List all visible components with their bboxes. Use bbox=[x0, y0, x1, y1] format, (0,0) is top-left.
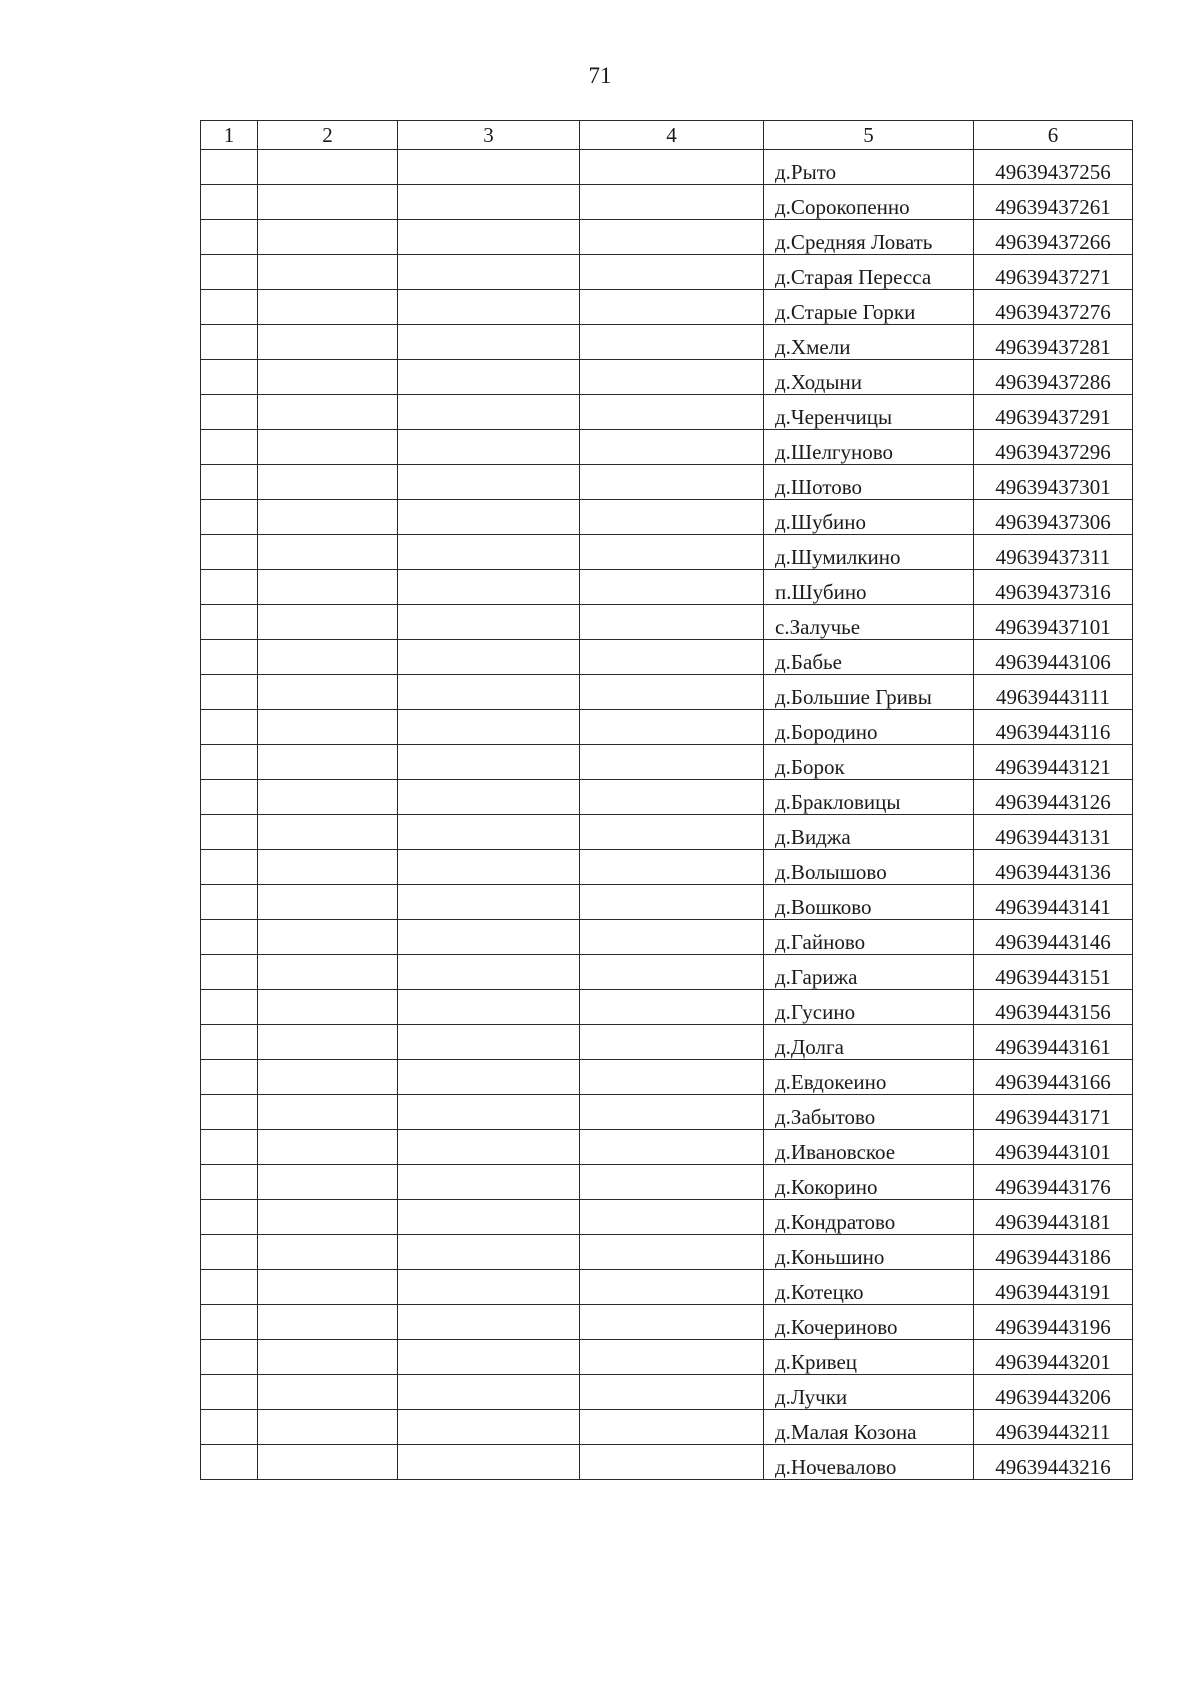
table-row bbox=[201, 1340, 1133, 1375]
empty-cell bbox=[201, 1410, 258, 1445]
empty-cell bbox=[398, 465, 580, 500]
empty-cell bbox=[201, 1025, 258, 1060]
empty-cell bbox=[201, 640, 258, 675]
empty-cell bbox=[201, 1200, 258, 1235]
empty-cell bbox=[258, 885, 398, 920]
settlement-name-cell: д.Кривец bbox=[764, 1340, 974, 1375]
empty-cell bbox=[580, 395, 764, 430]
settlement-name-cell: д.Старая Пересса bbox=[764, 255, 974, 290]
table-row bbox=[201, 570, 1133, 605]
settlement-name-cell: д.Хмели bbox=[764, 325, 974, 360]
table-row bbox=[201, 1305, 1133, 1340]
empty-cell bbox=[258, 675, 398, 710]
empty-cell bbox=[258, 500, 398, 535]
empty-cell bbox=[398, 850, 580, 885]
empty-cell bbox=[258, 255, 398, 290]
page-number: 71 bbox=[588, 63, 612, 88]
table-row bbox=[201, 150, 1133, 185]
empty-cell bbox=[580, 710, 764, 745]
empty-cell bbox=[398, 675, 580, 710]
empty-cell bbox=[580, 535, 764, 570]
empty-cell bbox=[580, 1060, 764, 1095]
empty-cell bbox=[258, 1410, 398, 1445]
oktmo-code-cell: 49639443161 bbox=[974, 1025, 1133, 1060]
empty-cell bbox=[201, 255, 258, 290]
empty-cell bbox=[398, 990, 580, 1025]
empty-cell bbox=[201, 1445, 258, 1480]
empty-cell bbox=[580, 185, 764, 220]
oktmo-code-cell: 49639443201 bbox=[974, 1340, 1133, 1375]
empty-cell bbox=[398, 745, 580, 780]
oktmo-code-cell: 49639437311 bbox=[974, 535, 1133, 570]
empty-cell bbox=[201, 675, 258, 710]
empty-cell bbox=[201, 885, 258, 920]
empty-cell bbox=[258, 815, 398, 850]
oktmo-code-cell: 49639437291 bbox=[974, 395, 1133, 430]
empty-cell bbox=[398, 255, 580, 290]
empty-cell bbox=[398, 1445, 580, 1480]
column-header-1: 1 bbox=[201, 121, 258, 150]
settlement-name-cell: д.Евдокеино bbox=[764, 1060, 974, 1095]
oktmo-code-cell: 49639443136 bbox=[974, 850, 1133, 885]
empty-cell bbox=[580, 745, 764, 780]
oktmo-code-cell: 49639443131 bbox=[974, 815, 1133, 850]
settlement-name-cell: д.Шубино bbox=[764, 500, 974, 535]
settlement-name-cell: д.Ивановское bbox=[764, 1130, 974, 1165]
oktmo-code-cell: 49639443106 bbox=[974, 640, 1133, 675]
table-row bbox=[201, 1445, 1133, 1480]
oktmo-code-cell: 49639437286 bbox=[974, 360, 1133, 395]
settlement-name-cell: д.Бабье bbox=[764, 640, 974, 675]
oktmo-code-cell: 49639437316 bbox=[974, 570, 1133, 605]
empty-cell bbox=[580, 1270, 764, 1305]
table-row bbox=[201, 745, 1133, 780]
empty-cell bbox=[580, 640, 764, 675]
empty-cell bbox=[201, 850, 258, 885]
settlement-name-cell: с.Залучье bbox=[764, 605, 974, 640]
empty-cell bbox=[398, 1025, 580, 1060]
table-row bbox=[201, 290, 1133, 325]
empty-cell bbox=[398, 1235, 580, 1270]
empty-cell bbox=[398, 1130, 580, 1165]
empty-cell bbox=[398, 710, 580, 745]
empty-cell bbox=[201, 1375, 258, 1410]
empty-cell bbox=[580, 1130, 764, 1165]
empty-cell bbox=[201, 570, 258, 605]
settlement-name-cell: д.Средняя Ловать bbox=[764, 220, 974, 255]
empty-cell bbox=[258, 465, 398, 500]
empty-cell bbox=[258, 1060, 398, 1095]
empty-cell bbox=[201, 150, 258, 185]
empty-cell bbox=[201, 1270, 258, 1305]
empty-cell bbox=[258, 920, 398, 955]
empty-cell bbox=[580, 1305, 764, 1340]
empty-cell bbox=[398, 360, 580, 395]
settlement-name-cell: д.Гарижа bbox=[764, 955, 974, 990]
empty-cell bbox=[580, 955, 764, 990]
empty-cell bbox=[580, 675, 764, 710]
header-row bbox=[201, 121, 1133, 150]
settlement-name-cell: д.Малая Козона bbox=[764, 1410, 974, 1445]
empty-cell bbox=[580, 990, 764, 1025]
empty-cell bbox=[580, 920, 764, 955]
empty-cell bbox=[258, 605, 398, 640]
empty-cell bbox=[258, 1445, 398, 1480]
table-row bbox=[201, 780, 1133, 815]
oktmo-code-cell: 49639443116 bbox=[974, 710, 1133, 745]
settlement-name-cell: д.Черенчицы bbox=[764, 395, 974, 430]
oktmo-code-cell: 49639443151 bbox=[974, 955, 1133, 990]
table-row bbox=[201, 885, 1133, 920]
settlement-name-cell: д.Кочериново bbox=[764, 1305, 974, 1340]
oktmo-code-cell: 49639437281 bbox=[974, 325, 1133, 360]
empty-cell bbox=[258, 1200, 398, 1235]
empty-cell bbox=[258, 185, 398, 220]
empty-cell bbox=[580, 1375, 764, 1410]
empty-cell bbox=[258, 325, 398, 360]
table-row bbox=[201, 1235, 1133, 1270]
table-row bbox=[201, 1270, 1133, 1305]
empty-cell bbox=[580, 570, 764, 605]
settlement-name-cell: д.Долга bbox=[764, 1025, 974, 1060]
oktmo-code-cell: 49639443156 bbox=[974, 990, 1133, 1025]
empty-cell bbox=[201, 605, 258, 640]
table-row bbox=[201, 255, 1133, 290]
oktmo-code-cell: 49639443176 bbox=[974, 1165, 1133, 1200]
empty-cell bbox=[398, 780, 580, 815]
table-row bbox=[201, 920, 1133, 955]
oktmo-code-cell: 49639443191 bbox=[974, 1270, 1133, 1305]
column-header-3: 3 bbox=[398, 121, 580, 150]
empty-cell bbox=[580, 1235, 764, 1270]
oktmo-code-cell: 49639443216 bbox=[974, 1445, 1133, 1480]
table-row bbox=[201, 955, 1133, 990]
empty-cell bbox=[258, 290, 398, 325]
empty-cell bbox=[398, 220, 580, 255]
empty-cell bbox=[201, 1165, 258, 1200]
table-row bbox=[201, 1025, 1133, 1060]
settlement-name-cell: д.Борок bbox=[764, 745, 974, 780]
table-row bbox=[201, 325, 1133, 360]
empty-cell bbox=[580, 1340, 764, 1375]
oktmo-code-cell: 49639443121 bbox=[974, 745, 1133, 780]
empty-cell bbox=[580, 220, 764, 255]
empty-cell bbox=[580, 815, 764, 850]
empty-cell bbox=[201, 1060, 258, 1095]
settlement-name-cell: д.Ходыни bbox=[764, 360, 974, 395]
empty-cell bbox=[201, 955, 258, 990]
settlement-name-cell: д.Ночевалово bbox=[764, 1445, 974, 1480]
empty-cell bbox=[580, 290, 764, 325]
empty-cell bbox=[258, 780, 398, 815]
empty-cell bbox=[398, 500, 580, 535]
oktmo-code-cell: 49639443166 bbox=[974, 1060, 1133, 1095]
settlement-name-cell: д.Старые Горки bbox=[764, 290, 974, 325]
empty-cell bbox=[580, 605, 764, 640]
empty-cell bbox=[398, 1375, 580, 1410]
empty-cell bbox=[258, 1340, 398, 1375]
empty-cell bbox=[398, 885, 580, 920]
oktmo-code-cell: 49639443196 bbox=[974, 1305, 1133, 1340]
empty-cell bbox=[258, 1130, 398, 1165]
empty-cell bbox=[258, 745, 398, 780]
empty-cell bbox=[258, 640, 398, 675]
empty-cell bbox=[580, 500, 764, 535]
oktmo-code-cell: 49639437101 bbox=[974, 605, 1133, 640]
table-row bbox=[201, 675, 1133, 710]
settlement-name-cell: д.Шумилкино bbox=[764, 535, 974, 570]
table-row bbox=[201, 1410, 1133, 1445]
empty-cell bbox=[398, 920, 580, 955]
settlement-name-cell: п.Шубино bbox=[764, 570, 974, 605]
empty-cell bbox=[201, 220, 258, 255]
empty-cell bbox=[258, 1235, 398, 1270]
empty-cell bbox=[258, 1165, 398, 1200]
empty-cell bbox=[398, 290, 580, 325]
empty-cell bbox=[258, 150, 398, 185]
empty-cell bbox=[398, 325, 580, 360]
empty-cell bbox=[398, 395, 580, 430]
empty-cell bbox=[398, 1200, 580, 1235]
empty-cell bbox=[580, 430, 764, 465]
table-row bbox=[201, 990, 1133, 1025]
empty-cell bbox=[201, 360, 258, 395]
empty-cell bbox=[201, 1130, 258, 1165]
empty-cell bbox=[580, 780, 764, 815]
settlement-name-cell: д.Лучки bbox=[764, 1375, 974, 1410]
oktmo-code-cell: 49639437276 bbox=[974, 290, 1133, 325]
settlement-name-cell: д.Котецко bbox=[764, 1270, 974, 1305]
oktmo-code-cell: 49639437301 bbox=[974, 465, 1133, 500]
empty-cell bbox=[201, 990, 258, 1025]
empty-cell bbox=[258, 1025, 398, 1060]
settlement-name-cell: д.Бракловицы bbox=[764, 780, 974, 815]
empty-cell bbox=[201, 920, 258, 955]
settlement-name-cell: д.Забытово bbox=[764, 1095, 974, 1130]
oktmo-code-cell: 49639437256 bbox=[974, 150, 1133, 185]
empty-cell bbox=[258, 955, 398, 990]
empty-cell bbox=[201, 185, 258, 220]
column-header-2: 2 bbox=[258, 121, 398, 150]
oktmo-code-cell: 49639443171 bbox=[974, 1095, 1133, 1130]
table-row bbox=[201, 1130, 1133, 1165]
settlement-name-cell: д.Кокорино bbox=[764, 1165, 974, 1200]
settlements-table bbox=[200, 120, 1133, 1480]
oktmo-code-cell: 49639443101 bbox=[974, 1130, 1133, 1165]
settlement-name-cell: д.Коньшино bbox=[764, 1235, 974, 1270]
empty-cell bbox=[201, 1305, 258, 1340]
empty-cell bbox=[580, 1445, 764, 1480]
empty-cell bbox=[580, 1410, 764, 1445]
oktmo-code-cell: 49639437306 bbox=[974, 500, 1133, 535]
empty-cell bbox=[258, 850, 398, 885]
settlement-name-cell: д.Виджа bbox=[764, 815, 974, 850]
settlement-name-cell: д.Гусино bbox=[764, 990, 974, 1025]
empty-cell bbox=[258, 1095, 398, 1130]
empty-cell bbox=[398, 1095, 580, 1130]
empty-cell bbox=[258, 535, 398, 570]
column-header-6: 6 bbox=[974, 121, 1133, 150]
empty-cell bbox=[398, 605, 580, 640]
oktmo-code-cell: 49639443211 bbox=[974, 1410, 1133, 1445]
table-row bbox=[201, 850, 1133, 885]
empty-cell bbox=[580, 850, 764, 885]
empty-cell bbox=[580, 325, 764, 360]
empty-cell bbox=[398, 1165, 580, 1200]
oktmo-code-cell: 49639437261 bbox=[974, 185, 1133, 220]
settlement-name-cell: д.Шотово bbox=[764, 465, 974, 500]
table-row bbox=[201, 1375, 1133, 1410]
oktmo-code-cell: 49639443206 bbox=[974, 1375, 1133, 1410]
empty-cell bbox=[201, 1095, 258, 1130]
empty-cell bbox=[201, 535, 258, 570]
empty-cell bbox=[201, 430, 258, 465]
settlement-name-cell: д.Бородино bbox=[764, 710, 974, 745]
empty-cell bbox=[398, 955, 580, 990]
oktmo-code-cell: 49639443181 bbox=[974, 1200, 1133, 1235]
empty-cell bbox=[398, 185, 580, 220]
empty-cell bbox=[580, 1025, 764, 1060]
table-row bbox=[201, 500, 1133, 535]
empty-cell bbox=[201, 325, 258, 360]
oktmo-code-cell: 49639443141 bbox=[974, 885, 1133, 920]
table-row bbox=[201, 710, 1133, 745]
table-row bbox=[201, 220, 1133, 255]
table-row bbox=[201, 465, 1133, 500]
table-row bbox=[201, 430, 1133, 465]
empty-cell bbox=[258, 990, 398, 1025]
oktmo-code-cell: 49639443126 bbox=[974, 780, 1133, 815]
empty-cell bbox=[201, 395, 258, 430]
empty-cell bbox=[398, 1270, 580, 1305]
empty-cell bbox=[580, 1165, 764, 1200]
empty-cell bbox=[258, 1270, 398, 1305]
table-row bbox=[201, 1060, 1133, 1095]
empty-cell bbox=[580, 885, 764, 920]
table-row bbox=[201, 815, 1133, 850]
empty-cell bbox=[398, 1410, 580, 1445]
empty-cell bbox=[398, 1340, 580, 1375]
empty-cell bbox=[258, 430, 398, 465]
table-row bbox=[201, 1200, 1133, 1235]
empty-cell bbox=[580, 465, 764, 500]
empty-cell bbox=[201, 290, 258, 325]
empty-cell bbox=[258, 220, 398, 255]
settlement-name-cell: д.Шелгуново bbox=[764, 430, 974, 465]
table-row bbox=[201, 605, 1133, 640]
empty-cell bbox=[258, 710, 398, 745]
settlement-name-cell: д.Гайново bbox=[764, 920, 974, 955]
oktmo-code-cell: 49639437271 bbox=[974, 255, 1133, 290]
settlement-name-cell: д.Волышово bbox=[764, 850, 974, 885]
empty-cell bbox=[258, 1375, 398, 1410]
empty-cell bbox=[580, 1200, 764, 1235]
empty-cell bbox=[201, 815, 258, 850]
empty-cell bbox=[201, 745, 258, 780]
empty-cell bbox=[398, 535, 580, 570]
empty-cell bbox=[258, 570, 398, 605]
empty-cell bbox=[580, 255, 764, 290]
table-body bbox=[201, 121, 1133, 1480]
column-header-5: 5 bbox=[764, 121, 974, 150]
empty-cell bbox=[398, 150, 580, 185]
empty-cell bbox=[201, 780, 258, 815]
empty-cell bbox=[258, 395, 398, 430]
empty-cell bbox=[258, 1305, 398, 1340]
empty-cell bbox=[398, 640, 580, 675]
table-row bbox=[201, 1165, 1133, 1200]
empty-cell bbox=[201, 465, 258, 500]
empty-cell bbox=[258, 360, 398, 395]
empty-cell bbox=[201, 500, 258, 535]
settlement-name-cell: д.Вошково bbox=[764, 885, 974, 920]
empty-cell bbox=[201, 710, 258, 745]
table-row bbox=[201, 185, 1133, 220]
table-row bbox=[201, 640, 1133, 675]
settlement-name-cell: д.Кондратово bbox=[764, 1200, 974, 1235]
settlement-name-cell: д.Рыто bbox=[764, 150, 974, 185]
oktmo-code-cell: 49639437296 bbox=[974, 430, 1133, 465]
settlement-name-cell: д.Сорокопенно bbox=[764, 185, 974, 220]
column-header-4: 4 bbox=[580, 121, 764, 150]
table-row bbox=[201, 360, 1133, 395]
table-row bbox=[201, 535, 1133, 570]
empty-cell bbox=[398, 1305, 580, 1340]
empty-cell bbox=[398, 430, 580, 465]
table-row bbox=[201, 395, 1133, 430]
empty-cell bbox=[201, 1340, 258, 1375]
empty-cell bbox=[398, 815, 580, 850]
oktmo-code-cell: 49639443186 bbox=[974, 1235, 1133, 1270]
empty-cell bbox=[201, 1235, 258, 1270]
table-row bbox=[201, 1095, 1133, 1130]
oktmo-code-cell: 49639443111 bbox=[974, 675, 1133, 710]
oktmo-code-cell: 49639443146 bbox=[974, 920, 1133, 955]
empty-cell bbox=[580, 150, 764, 185]
settlement-name-cell: д.Большие Гривы bbox=[764, 675, 974, 710]
empty-cell bbox=[398, 570, 580, 605]
empty-cell bbox=[398, 1060, 580, 1095]
empty-cell bbox=[580, 1095, 764, 1130]
oktmo-code-cell: 49639437266 bbox=[974, 220, 1133, 255]
empty-cell bbox=[580, 360, 764, 395]
